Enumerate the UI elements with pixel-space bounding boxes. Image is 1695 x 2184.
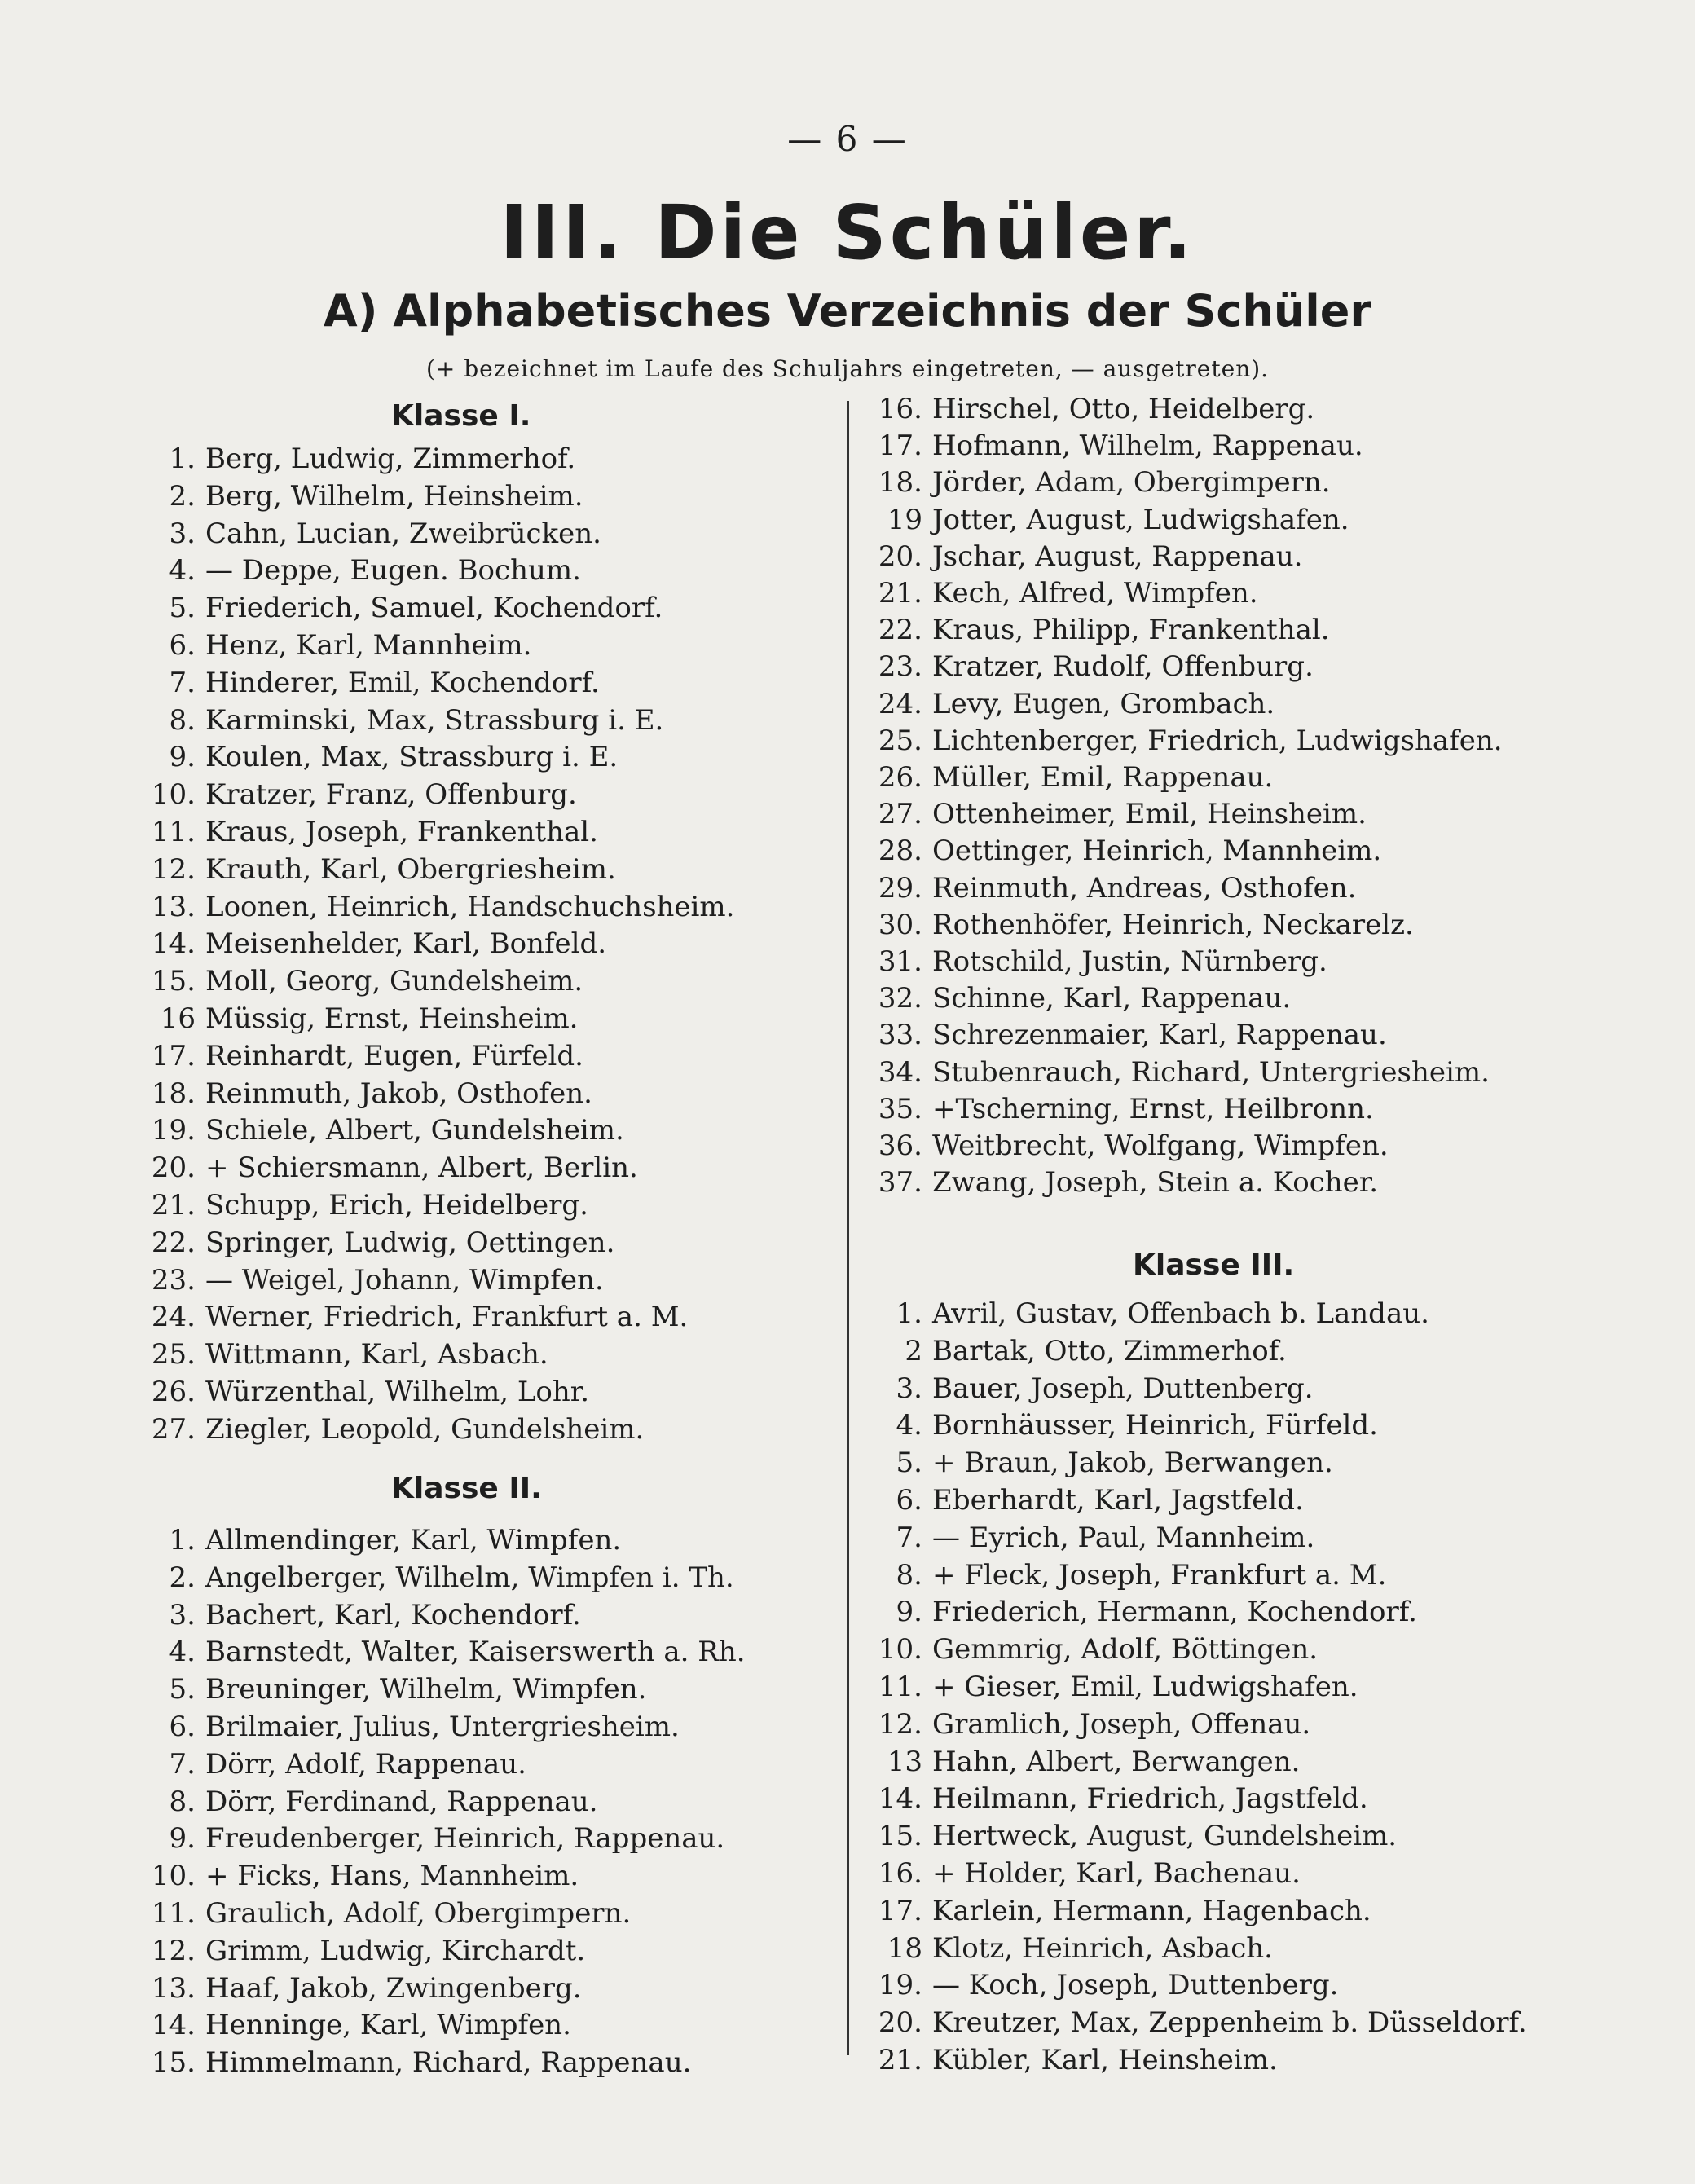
list-item	[130, 1264, 604, 1297]
list-item	[130, 1002, 579, 1035]
entry-text: Stubenrauch, Richard, Untergriesheim.	[932, 1055, 1490, 1089]
entry-text: Gramlich, Joseph, Offenau.	[932, 1707, 1311, 1741]
entry-text: + Braun, Jakob, Berwangen.	[932, 1446, 1333, 1480]
entry-text: Grimm, Ludwig, Kirchardt.	[205, 1934, 586, 1967]
entry-number: 11.	[878, 1671, 922, 1703]
entry-number: 9.	[169, 1822, 196, 1856]
list-item	[130, 1376, 589, 1408]
entry-text: +Tscherning, Ernst, Heilbronn.	[932, 1092, 1374, 1125]
entry-number: 5.	[896, 1446, 922, 1480]
entry-number: 28.	[878, 834, 922, 868]
list-item	[130, 1226, 614, 1259]
list-item	[130, 1599, 581, 1631]
entry-number: 21.	[151, 1189, 196, 1222]
list-item	[130, 1786, 597, 1818]
entry-number: 20.	[878, 539, 922, 573]
entry-text: Klotz, Heinrich, Asbach.	[932, 1931, 1273, 1965]
entry-text: Krauth, Karl, Obergriesheim.	[205, 852, 616, 886]
list-item	[857, 1895, 1371, 1927]
entry-number: 7.	[896, 1521, 922, 1554]
entry-text: Heilmann, Friedrich, Jagstfeld.	[932, 1782, 1368, 1816]
list-item	[857, 429, 1363, 462]
entry-number: 4.	[169, 1636, 196, 1669]
list-item	[130, 1413, 644, 1446]
entry-text: Breuninger, Wilhelm, Wimpfen.	[205, 1673, 647, 1706]
entry-text: — Deppe, Eugen. Bochum.	[205, 554, 581, 588]
entry-text: Angelberger, Wilhelm, Wimpfen i. Th.	[205, 1561, 734, 1594]
list-item	[130, 629, 531, 662]
list-item	[857, 2006, 1527, 2039]
entry-number: 37.	[878, 1166, 922, 1200]
list-item	[857, 1484, 1304, 1517]
entry-text: Gemmrig, Adolf, Böttingen.	[932, 1633, 1319, 1667]
entry-text: Schiele, Albert, Gundelsheim.	[205, 1114, 624, 1147]
entry-number: 8.	[896, 1558, 922, 1592]
entry-text: Hinderer, Emil, Kochendorf.	[205, 666, 600, 699]
list-item	[857, 1820, 1397, 1852]
list-item	[857, 982, 1291, 1015]
list-item	[130, 1040, 583, 1072]
entry-text: Berg, Ludwig, Zimmerhof.	[205, 443, 576, 475]
legend-note: (+ bezeichnet im Laufe des Schuljahrs eingetreten, — ausgetreten).	[425, 355, 1270, 382]
entry-text: Rotschild, Justin, Nürnberg.	[932, 945, 1327, 978]
list-item	[857, 1129, 1389, 1162]
entry-text: Ziegler, Leopold, Gundelsheim.	[205, 1412, 645, 1446]
entry-number: 15.	[151, 965, 196, 998]
list-item	[857, 1932, 1273, 1965]
entry-text: Henz, Karl, Mannheim.	[205, 629, 532, 662]
list-item	[857, 1446, 1333, 1479]
list-item	[130, 1077, 592, 1110]
entry-number: 20.	[151, 1151, 196, 1185]
list-item	[130, 592, 663, 624]
entry-number: 22.	[151, 1226, 196, 1259]
list-item	[130, 554, 581, 587]
entry-number: 2.	[169, 479, 196, 513]
list-item	[857, 1019, 1387, 1051]
list-item	[130, 1636, 746, 1668]
entry-text: Freudenberger, Heinrich, Rappenau.	[205, 1822, 725, 1856]
list-item	[857, 577, 1258, 610]
entry-text: Wittmann, Karl, Asbach.	[205, 1338, 548, 1372]
entry-number: 19	[887, 503, 922, 536]
list-item	[130, 741, 618, 773]
entry-number: 13.	[151, 1971, 196, 2005]
entry-number: 14.	[151, 927, 196, 961]
entry-text: Kraus, Philipp, Frankenthal.	[932, 614, 1330, 647]
entry-number: 23.	[151, 1263, 196, 1297]
entry-text: — Koch, Joseph, Duttenberg.	[932, 1969, 1339, 2002]
entry-number: 15.	[878, 1820, 922, 1853]
entry-number: 4.	[169, 554, 196, 588]
list-item	[130, 891, 734, 923]
entry-text: Springer, Ludwig, Oettingen.	[205, 1226, 615, 1259]
entry-text: Koulen, Max, Strassburg i. E.	[205, 741, 619, 774]
entry-number: 12.	[151, 1934, 196, 1967]
entry-number: 16.	[878, 393, 922, 425]
list-item	[130, 667, 600, 699]
entry-text: Dörr, Adolf, Rappenau.	[205, 1747, 526, 1781]
list-item	[857, 1297, 1429, 1330]
entry-number: 18.	[151, 1077, 196, 1110]
entry-number: 27.	[151, 1412, 196, 1446]
entry-number: 3.	[896, 1372, 922, 1405]
entry-text: Allmendinger, Karl, Wimpfen.	[205, 1524, 622, 1557]
entry-text: Reinmuth, Jakob, Osthofen.	[205, 1077, 592, 1110]
entry-number: 11.	[151, 1897, 196, 1930]
entry-number: 24.	[151, 1301, 196, 1334]
list-item	[130, 1301, 688, 1333]
list-item	[130, 853, 616, 886]
entry-text: Kreutzer, Max, Zeppenheim b. Düsseldorf.	[932, 2006, 1527, 2040]
entry-text: Hofmann, Wilhelm, Rappenau.	[932, 429, 1363, 463]
list-item	[857, 1857, 1301, 1890]
list-item	[857, 688, 1275, 720]
entry-number: 30.	[878, 908, 922, 941]
list-item	[130, 927, 606, 960]
entry-text: Eberhardt, Karl, Jagstfeld.	[932, 1484, 1304, 1517]
list-item	[857, 1521, 1314, 1554]
list-item	[857, 798, 1367, 830]
column-divider	[848, 401, 849, 2055]
page-number: — 6 —	[787, 119, 908, 159]
entry-text: + Fleck, Joseph, Frankfurt a. M.	[932, 1558, 1387, 1592]
entry-text: Karlein, Hermann, Hagenbach.	[932, 1894, 1371, 1927]
entry-number: 10.	[151, 1860, 196, 1893]
list-item	[857, 540, 1302, 573]
entry-number: 19.	[151, 1114, 196, 1147]
entry-number: 31.	[878, 945, 922, 978]
entry-number: 24.	[878, 687, 922, 720]
entry-number: 25.	[878, 724, 922, 757]
entry-number: 7.	[169, 1747, 196, 1781]
entry-text: Levy, Eugen, Grombach.	[932, 687, 1275, 720]
entry-number: 22.	[878, 614, 922, 647]
entry-number: 9.	[896, 1596, 922, 1629]
list-item	[857, 1093, 1374, 1125]
entry-text: Kratzer, Rudolf, Offenburg.	[932, 650, 1314, 684]
entry-number: 21.	[878, 577, 922, 610]
entry-text: Barnstedt, Walter, Kaiserswerth a. Rh.	[205, 1636, 746, 1669]
list-item	[857, 2044, 1278, 2076]
list-item	[857, 1708, 1310, 1741]
entry-text: Friederich, Hermann, Kochendorf.	[932, 1596, 1417, 1629]
entry-number: 17.	[151, 1039, 196, 1072]
entry-number: 20.	[878, 2006, 922, 2040]
entry-number: 13	[887, 1745, 922, 1778]
list-item	[130, 1711, 680, 1743]
entry-text: Brilmaier, Julius, Untergriesheim.	[205, 1711, 680, 1743]
entry-text: Schinne, Karl, Rappenau.	[932, 982, 1292, 1015]
entry-number: 9.	[169, 741, 196, 774]
entry-number: 2	[905, 1334, 922, 1367]
entry-number: 1.	[896, 1297, 922, 1330]
entry-text: Kratzer, Franz, Offenburg.	[205, 778, 577, 812]
list-item	[857, 945, 1327, 978]
list-item	[130, 1114, 624, 1147]
entry-text: Schupp, Erich, Heidelberg.	[205, 1189, 588, 1222]
entry-number: 1.	[169, 1524, 196, 1557]
entry-number: 1.	[169, 443, 196, 475]
entry-number: 5.	[169, 592, 196, 625]
list-item	[857, 1409, 1378, 1442]
list-item	[857, 1782, 1368, 1815]
entry-number: 3.	[169, 1598, 196, 1631]
entry-number: 15.	[151, 2046, 196, 2080]
entry-number: 35.	[878, 1092, 922, 1125]
entry-number: 12.	[151, 852, 196, 886]
entry-number: 2.	[169, 1561, 196, 1594]
entry-text: Moll, Georg, Gundelsheim.	[205, 965, 583, 998]
entry-text: Hirschel, Otto, Heidelberg.	[932, 393, 1315, 425]
entry-text: Müssig, Ernst, Heinsheim.	[205, 1002, 579, 1035]
list-item	[130, 443, 575, 475]
list-item	[130, 1338, 548, 1371]
list-item	[857, 393, 1314, 425]
entry-number: 36.	[878, 1129, 922, 1162]
entry-text: Hertweck, August, Gundelsheim.	[932, 1820, 1398, 1853]
list-item	[857, 1596, 1417, 1628]
entry-number: 13.	[151, 890, 196, 923]
entry-text: Rothenhöfer, Heinrich, Neckarelz.	[932, 908, 1414, 941]
list-item	[857, 1372, 1314, 1405]
entry-text: Loonen, Heinrich, Handschuchsheim.	[205, 890, 735, 923]
list-item	[857, 504, 1349, 536]
entry-text: Lichtenberger, Friedrich, Ludwigshafen.	[932, 724, 1503, 757]
entry-text: Weitbrecht, Wolfgang, Wimpfen.	[932, 1129, 1389, 1162]
entry-text: + Gieser, Emil, Ludwigshafen.	[932, 1671, 1358, 1703]
list-item	[130, 1524, 621, 1557]
klasse-2-heading: Klasse II.	[391, 1472, 542, 1505]
entry-text: Cahn, Lucian, Zweibrücken.	[205, 517, 601, 550]
list-item	[857, 1746, 1300, 1778]
list-item	[130, 816, 598, 848]
entry-number: 6.	[169, 1711, 196, 1743]
list-item	[857, 909, 1414, 941]
list-item	[130, 1860, 579, 1892]
entry-number: 17.	[878, 1894, 922, 1927]
entry-text: Meisenhelder, Karl, Bonfeld.	[205, 927, 607, 961]
list-item	[857, 614, 1330, 646]
entry-text: Kech, Alfred, Wimpfen.	[932, 577, 1258, 610]
entry-text: Haaf, Jakob, Zwingenberg.	[205, 1971, 582, 2005]
entry-text: Bachert, Karl, Kochendorf.	[205, 1598, 581, 1631]
list-item	[130, 1897, 631, 1930]
entry-text: Himmelmann, Richard, Rappenau.	[205, 2046, 692, 2080]
list-item	[857, 724, 1503, 757]
klasse-1-heading: Klasse I.	[391, 399, 531, 433]
entry-number: 23.	[878, 650, 922, 684]
entry-text: Würzenthal, Wilhelm, Lohr.	[205, 1376, 590, 1408]
entry-number: 21.	[878, 2044, 922, 2076]
entry-text: Kübler, Karl, Heinsheim.	[932, 2044, 1278, 2076]
list-item	[857, 1335, 1287, 1367]
entry-number: 32.	[878, 982, 922, 1015]
entry-number: 27.	[878, 798, 922, 831]
list-item	[857, 834, 1381, 867]
entry-text: Jotter, August, Ludwigshafen.	[932, 503, 1349, 536]
entry-text: — Eyrich, Paul, Mannheim.	[932, 1521, 1315, 1554]
list-item	[130, 1748, 526, 1781]
list-item	[130, 1673, 646, 1706]
entry-text: Zwang, Joseph, Stein a. Kocher.	[932, 1166, 1379, 1200]
entry-text: Oettinger, Heinrich, Mannheim.	[932, 834, 1382, 868]
list-item	[857, 761, 1273, 794]
entry-text: Karminski, Max, Strassburg i. E.	[205, 703, 664, 737]
entry-number: 26.	[878, 761, 922, 794]
entry-text: Reinhardt, Eugen, Fürfeld.	[205, 1039, 583, 1072]
entry-number: 17.	[878, 429, 922, 463]
entry-number: 6.	[169, 629, 196, 662]
list-item	[857, 872, 1357, 905]
list-item	[130, 480, 583, 513]
entry-text: Dörr, Ferdinand, Rappenau.	[205, 1785, 598, 1818]
entry-text: Bornhäusser, Heinrich, Fürfeld.	[932, 1409, 1378, 1442]
entry-text: Graulich, Adolf, Obergimpern.	[205, 1897, 632, 1930]
entry-text: Henninge, Karl, Wimpfen.	[205, 2009, 571, 2042]
list-item	[130, 1189, 588, 1222]
list-item	[130, 1972, 582, 2005]
entry-number: 12.	[878, 1707, 922, 1741]
entry-number: 11.	[151, 816, 196, 848]
entry-text: Bauer, Joseph, Duttenberg.	[932, 1372, 1314, 1405]
entry-number: 33.	[878, 1019, 922, 1052]
entry-number: 19.	[878, 1969, 922, 2002]
entry-number: 16	[160, 1002, 196, 1035]
list-item	[857, 1056, 1490, 1089]
entry-text: — Weigel, Johann, Wimpfen.	[205, 1263, 604, 1297]
entry-number: 5.	[169, 1673, 196, 1706]
entry-number: 10.	[151, 778, 196, 812]
entry-number: 7.	[169, 666, 196, 699]
section-subtitle: A) Alphabetisches Verzeichnis der Schüler	[323, 285, 1372, 337]
entry-number: 26.	[151, 1376, 196, 1408]
entry-text: Avril, Gustav, Offenbach b. Landau.	[932, 1297, 1429, 1330]
list-item	[857, 1671, 1358, 1703]
entry-text: Kraus, Joseph, Frankenthal.	[205, 816, 598, 848]
entry-number: 4.	[896, 1409, 922, 1442]
entry-number: 6.	[896, 1484, 922, 1517]
entry-text: Berg, Wilhelm, Heinsheim.	[205, 479, 583, 513]
list-item	[130, 1561, 734, 1594]
list-item	[130, 704, 663, 737]
entry-text: Reinmuth, Andreas, Osthofen.	[932, 871, 1357, 905]
entry-text: + Schiersmann, Albert, Berlin.	[205, 1151, 638, 1185]
entry-number: 29.	[878, 871, 922, 905]
list-item	[130, 1151, 638, 1184]
list-item	[130, 965, 583, 997]
list-item	[857, 1969, 1338, 2001]
entry-text: Ottenheimer, Emil, Heinsheim.	[932, 798, 1367, 831]
klasse-3-heading: Klasse III.	[1133, 1248, 1295, 1282]
entry-text: Friederich, Samuel, Kochendorf.	[205, 592, 663, 625]
entry-number: 34.	[878, 1055, 922, 1089]
list-item	[130, 517, 601, 550]
entry-text: + Holder, Karl, Bachenau.	[932, 1857, 1301, 1890]
entry-number: 8.	[169, 1785, 196, 1818]
list-item	[857, 466, 1331, 499]
list-item	[130, 2009, 571, 2041]
entry-number: 18.	[878, 466, 922, 500]
entry-number: 25.	[151, 1338, 196, 1372]
list-item	[857, 1633, 1318, 1666]
entry-text: Werner, Friedrich, Frankfurt a. M.	[205, 1301, 689, 1334]
list-item	[130, 2046, 691, 2079]
entry-text: + Ficks, Hans, Mannheim.	[205, 1860, 579, 1893]
entry-number: 16.	[878, 1857, 922, 1890]
entry-text: Hahn, Albert, Berwangen.	[932, 1745, 1301, 1778]
entry-number: 10.	[878, 1633, 922, 1667]
entry-text: Müller, Emil, Rappenau.	[932, 761, 1274, 794]
entry-number: 3.	[169, 517, 196, 550]
entry-number: 18	[887, 1931, 922, 1965]
entry-text: Bartak, Otto, Zimmerhof.	[932, 1334, 1287, 1367]
entry-text: Schrezenmaier, Karl, Rappenau.	[932, 1019, 1387, 1052]
entry-number: 14.	[151, 2009, 196, 2042]
list-item	[130, 1822, 724, 1855]
entry-text: Jörder, Adam, Obergimpern.	[932, 466, 1331, 500]
entry-number: 8.	[169, 703, 196, 737]
list-item	[857, 1559, 1386, 1592]
list-item	[130, 1935, 585, 1967]
page-title: III. Die Schüler.	[500, 189, 1195, 276]
list-item	[857, 650, 1314, 683]
entry-text: Jschar, August, Rappenau.	[932, 539, 1303, 573]
list-item	[130, 778, 577, 811]
entry-number: 14.	[878, 1782, 922, 1816]
list-item	[857, 1166, 1378, 1199]
